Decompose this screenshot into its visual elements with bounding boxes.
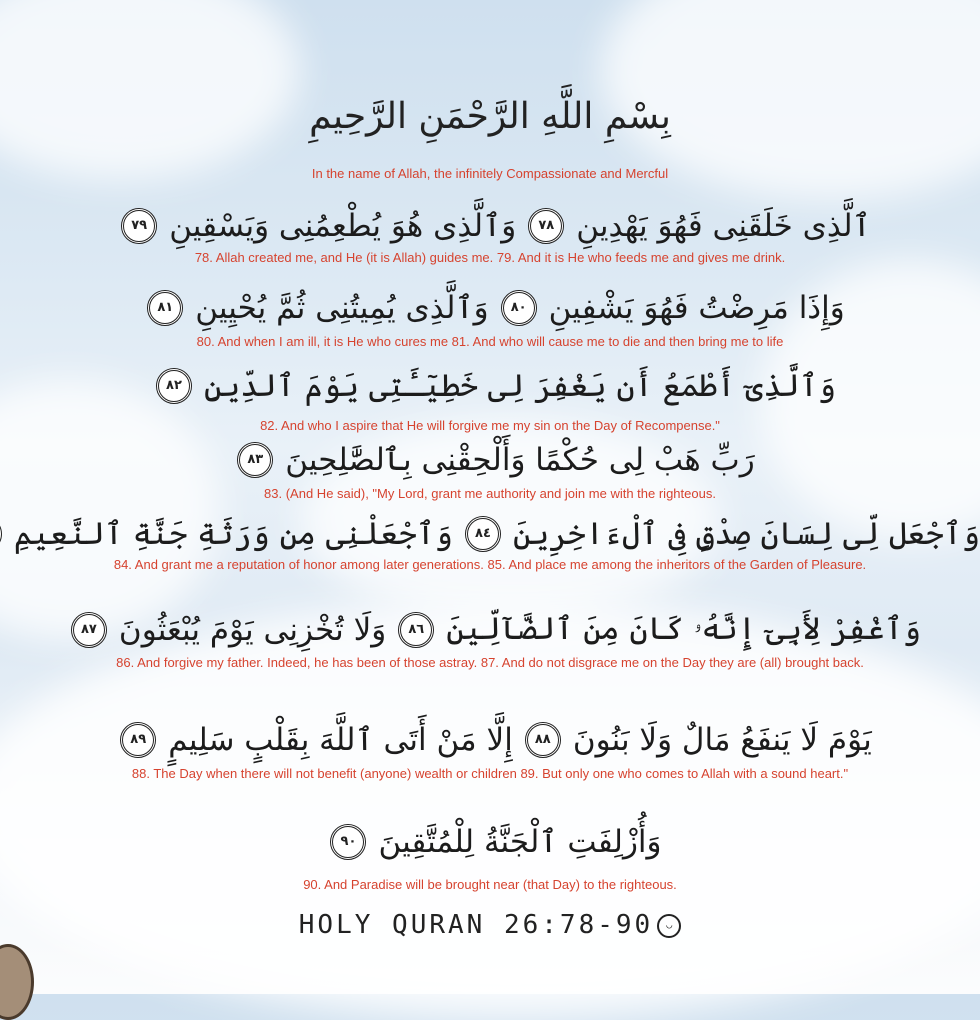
verse-number-78: ٧٨	[528, 208, 564, 244]
verse-78-79-translation: 78. Allah created me, and He (it is Allah) guides me. 79. And it is He who feeds me and gives me drink.	[194, 250, 786, 265]
verse-89-text: إِلَّا مَنْ أَتَى ٱللَّهَ بِقَلْبٍ سَلِيمٍ	[168, 721, 513, 758]
verse-82-text: وَٱلَّذِىٓ أَطْمَعُ أَن يَغْفِرَ لِى خَطِيٓـَٔتِى يَوْمَ ٱلدِّينِ	[203, 367, 837, 404]
verse-81-text: وَٱلَّذِى يُمِيتُنِى ثُمَّ يُحْيِينِ	[195, 289, 489, 326]
verse-number-88: ٨٨	[525, 722, 561, 758]
verse-88-89-arabic	[0, 720, 980, 758]
verse-84-85-arabic	[0, 514, 980, 552]
verse-87-text: وَلَا تُخْزِنِى يَوْمَ يُبْعَثُونَ	[118, 611, 387, 648]
verse-90-arabic	[0, 822, 980, 860]
verse-88-text: يَوْمَ لَا يَنفَعُ مَالٌ وَلَا بَنُونَ	[572, 721, 872, 758]
verse-86-87-arabic	[0, 610, 980, 648]
reference	[0, 910, 980, 940]
verse-83-arabic	[0, 440, 980, 478]
verse-78-text: ٱلَّذِى خَلَقَنِى فَهُوَ يَهْدِينِ	[576, 207, 871, 244]
verse-number-85	[0, 516, 2, 552]
verse-86-87-translation: 86. And forgive my father. Indeed, he has been of those astray. 87. And do not disgrace me on the Day they are (all) brought back.	[116, 655, 864, 670]
verse-79-text: وَٱلَّذِى هُوَ يُطْعِمُنِى وَيَسْقِينِ	[169, 207, 517, 244]
verse-83-translation: 83. (And He said), "My Lord, grant me authority and join me with the righteous.	[264, 486, 716, 501]
basmala: بِسْمِ اللَّهِ الرَّحْمَنِ الرَّحِيمِ	[309, 96, 671, 137]
verse-84-text: وَٱجْعَل لِّى لِسَانَ صِدْقٍ فِى ٱلْءَاخِرِينَ	[512, 515, 980, 552]
verse-86-text: وَٱغْفِرْ لِأَبِىٓ إِنَّهُۥ كَانَ مِنَ ٱلضَّآلِّينَ	[446, 611, 922, 647]
verse-82-translation: 82. And who I aspire that He will forgive me my sin on the Day of Recompense."	[260, 418, 720, 433]
verse-number-84: ٨٤	[465, 516, 501, 552]
verse-80-81-translation: 80. And when I am ill, it is He who cures me 81. And who will cause me to die and then bring me to life	[196, 334, 784, 349]
verse-number-81: ٨١	[147, 290, 183, 326]
verse-82-arabic	[0, 366, 980, 404]
verse-78-79-arabic	[0, 206, 980, 244]
verse-number-82: ٨٢	[156, 368, 192, 404]
smiley-icon: ◡	[657, 914, 681, 938]
corner-decoration	[0, 944, 34, 1020]
verse-83-text: رَبِّ هَبْ لِى حُكْمًا وَأَلْحِقْنِى بِٱلصَّٰلِحِينَ	[285, 441, 755, 478]
verse-number-87: ٨٧	[71, 612, 107, 648]
verse-number-83: ٨٣	[237, 442, 273, 478]
basmala-translation: In the name of Allah, the infinitely Compassionate and Mercful	[311, 166, 669, 181]
reference-text: HOLY QURAN 26:78-90	[298, 910, 654, 940]
verse-90-translation: 90. And Paradise will be brought near (that Day) to the righteous.	[303, 877, 677, 892]
verse-number-80: ٨٠	[501, 290, 537, 326]
verse-88-89-translation: 88. The Day when there will not benefit (anyone) wealth or children 89. But only one who comes to Allah with a sound heart."	[131, 766, 849, 781]
verse-80-81-arabic	[0, 288, 980, 326]
verse-90-text: وَأُزْلِفَتِ ٱلْجَنَّةُ لِلْمُتَّقِينَ	[378, 823, 662, 860]
verse-number-90: ٩٠	[330, 824, 366, 860]
verse-80-text: وَإِذَا مَرِضْتُ فَهُوَ يَشْفِينِ	[548, 289, 845, 326]
verse-number-89: ٨٩	[120, 722, 156, 758]
verse-84-85-translation: 84. And grant me a reputation of honor among later generations. 85. And place me among the inheritors of the Garden of Pleasure.	[113, 557, 867, 572]
verse-85-text: وَٱجْعَلْنِى مِن وَرَثَةِ جَنَّةِ ٱلنَّعِيمِ	[13, 515, 453, 552]
verse-number-79: ٧٩	[121, 208, 157, 244]
verse-number-86: ٨٦	[398, 612, 434, 648]
